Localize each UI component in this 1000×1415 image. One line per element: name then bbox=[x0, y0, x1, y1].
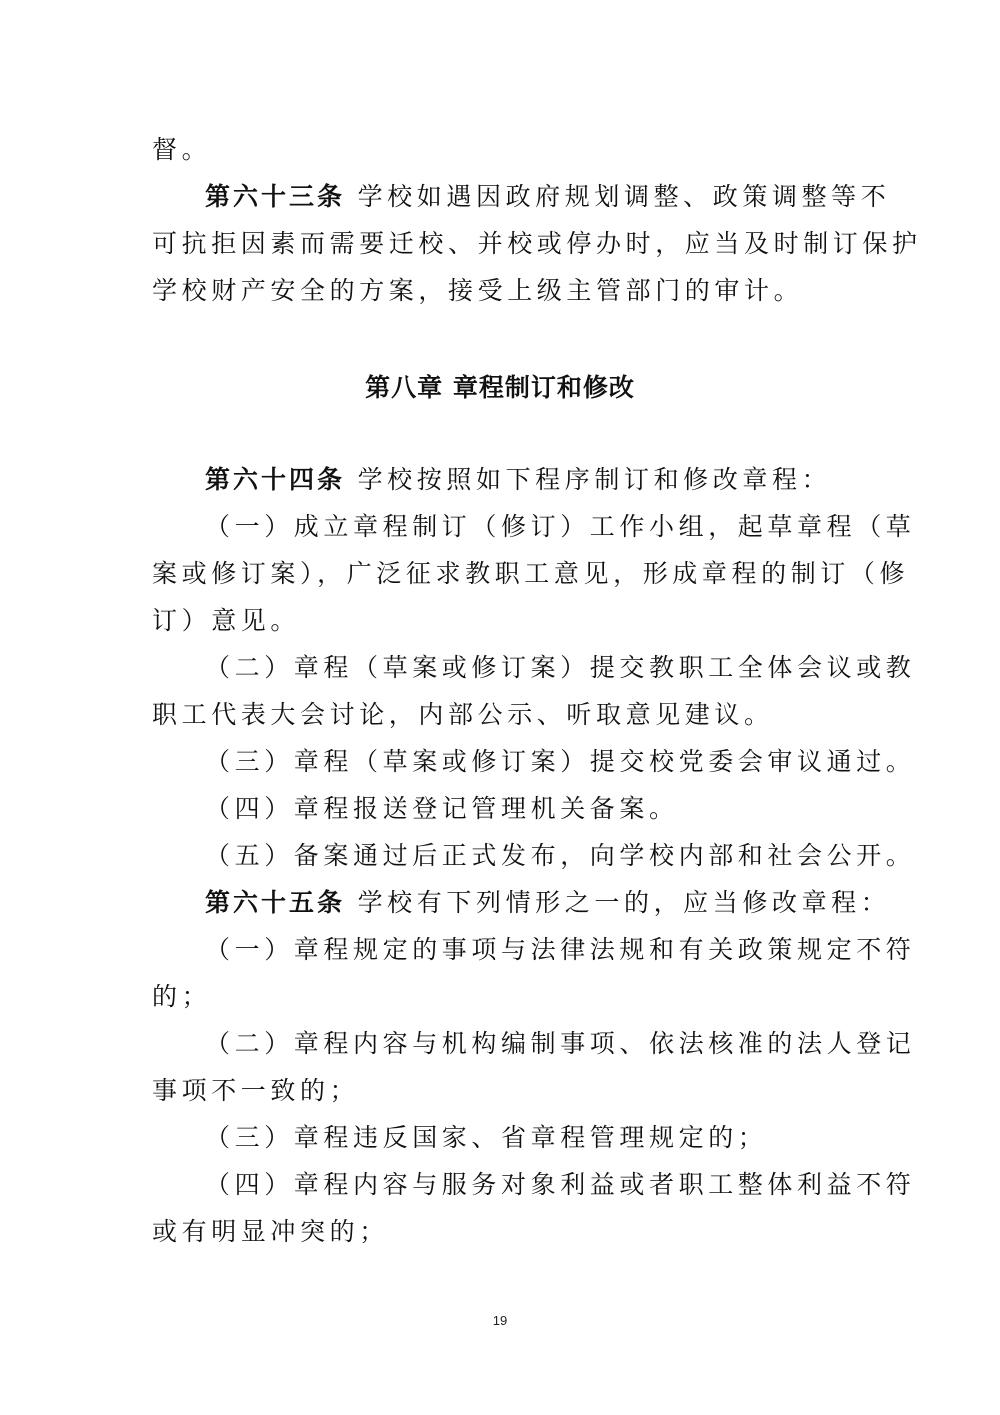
article-64-item-4: （四）章程报送登记管理机关备案。 bbox=[205, 794, 679, 823]
article-63-label: 第六十三条 bbox=[205, 182, 346, 211]
article-63-line-3: 学校财产安全的方案，接受上级主管部门的审计。 bbox=[152, 276, 804, 305]
article-65-label: 第六十五条 bbox=[205, 888, 346, 917]
page-number: 19 bbox=[492, 1313, 508, 1328]
article-65-item-3: （三）章程违反国家、省章程管理规定的； bbox=[205, 1123, 768, 1152]
article-65-line-1: 第六十五条 学校有下列情形之一的，应当修改章程： bbox=[205, 888, 891, 917]
article-65-item-2-line-2: 事项不一致的； bbox=[152, 1076, 360, 1105]
article-64-item-1-line-1: （一）成立章程制订（修订）工作小组，起草章程（草 bbox=[205, 512, 916, 541]
article-64-item-3: （三）章程（草案或修订案）提交校党委会审议通过。 bbox=[205, 747, 916, 776]
article-64-label: 第六十四条 bbox=[205, 465, 346, 494]
article-65-item-4-line-1: （四）章程内容与服务对象利益或者职工整体利益不符 bbox=[205, 1170, 916, 1199]
article-64-line-1: 第六十四条 学校按照如下程序制订和修改章程： bbox=[205, 465, 832, 494]
article-65-item-2-line-1: （二）章程内容与机构编制事项、依法核准的法人登记 bbox=[205, 1029, 916, 1058]
chapter-title: 第八章 章程制订和修改 bbox=[365, 373, 635, 402]
article-64-item-2-line-1: （二）章程（草案或修订案）提交教职工全体会议或教 bbox=[205, 653, 916, 682]
paragraph-continuation: 督。 bbox=[152, 135, 212, 164]
article-63-line-2: 可抗拒因素而需要迁校、并校或停办时，应当及时制订保护 bbox=[152, 229, 922, 258]
article-64-item-2-line-2: 职工代表大会讨论，内部公示、听取意见建议。 bbox=[152, 700, 774, 729]
article-64-item-1-line-3: 订）意见。 bbox=[152, 606, 301, 635]
article-65-item-1-line-1: （一）章程规定的事项与法律法规和有关政策规定不符 bbox=[205, 935, 916, 964]
article-64-item-1-line-2: 案或修订案），广泛征求教职工意见，形成章程的制订（修 bbox=[152, 559, 910, 588]
article-63-line-1: 第六十三条 学校如遇因政府规划调整、政策调整等不 bbox=[205, 182, 891, 211]
article-64-item-5: （五）备案通过后正式发布，向学校内部和社会公开。 bbox=[205, 841, 916, 870]
article-65-item-1-line-2: 的； bbox=[152, 982, 212, 1011]
article-65-item-4-line-2: 或有明显冲突的； bbox=[152, 1217, 389, 1246]
